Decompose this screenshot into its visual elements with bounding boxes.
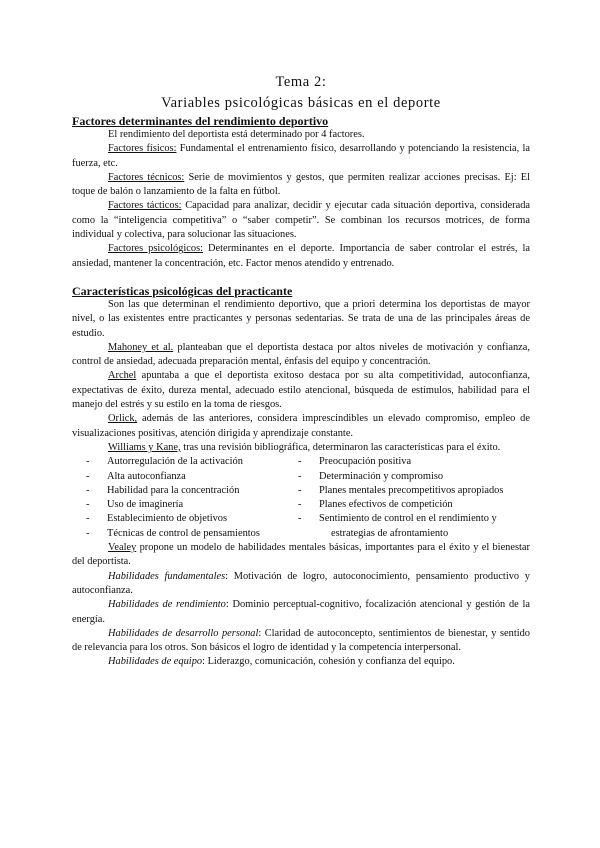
list-item: - Preocupación positiva bbox=[298, 456, 412, 468]
skill-text: : Claridad de autoconcepto, sentimientos de bienestar, y sentido de relevancia para los otros. Son básicos el logro de identidad y la competencia interpersonal. bbox=[72, 627, 530, 654]
list-right-column bbox=[298, 455, 530, 541]
author-text: planteaban que el deportista destaca por altos niveles de motivación y confianza, control de ansiedad, adecuada preparación mental, énfasis del equipo y concentración. bbox=[72, 341, 530, 368]
factor-psychological bbox=[72, 242, 530, 271]
section-2-heading: Características psicológicas del practicante bbox=[72, 283, 293, 298]
factor-term: Factores físicos: bbox=[108, 143, 177, 155]
skill-paragraph bbox=[72, 570, 530, 599]
factor-text: Serie de movimientos y gestos, que permiten realizar acciones precisas. Ej: El toque de balón o lanzamiento de la falta en fútbol. bbox=[72, 171, 531, 198]
factor-term: Factores tácticos: bbox=[108, 200, 182, 212]
factor-tactical bbox=[72, 199, 530, 242]
list-item: - Uso de imaginería bbox=[86, 499, 184, 511]
author-name: Archel bbox=[108, 370, 137, 382]
skill-term: Habilidades fundamentales bbox=[108, 570, 226, 582]
list-item: - Habilidad para la concentración bbox=[86, 484, 240, 496]
author-paragraph bbox=[72, 369, 530, 412]
factor-text: Capacidad para analizar, decidir y ejecutar cada situación deportiva, considerada como la “inteligencia competitiva” o “saber competir”. Se combinan los recursos motrices, de forma individual y colectiva, para solucionar las situaciones. bbox=[72, 200, 531, 241]
author-text: propone un modelo de habilidades mentales básicas, importantes para el éxito y el bienestar del deportista. bbox=[72, 542, 530, 568]
section-1-heading: Factores determinantes del rendimiento deportivo bbox=[72, 114, 329, 128]
author-name: Vealey bbox=[108, 542, 137, 554]
list-item: - Autorregulación de la activación bbox=[86, 456, 243, 468]
list-item: - Técnicas de control de pensamientos bbox=[86, 527, 260, 539]
skill-text: : Motivación de logro, autoconocimiento, pensamiento productivo y autoconfianza. bbox=[72, 570, 531, 596]
author-name: Mahoney et al. bbox=[108, 341, 174, 353]
author-name: Williams y Kane, bbox=[108, 441, 181, 453]
vealey-paragraph bbox=[72, 541, 530, 570]
title-line-1: Tema 2: bbox=[275, 74, 327, 90]
author-paragraph bbox=[72, 412, 530, 441]
list-item-continuation: estrategias de afrontamiento bbox=[331, 527, 449, 539]
author-text: apuntaba a que el deportista exitoso destaca por su alta competitividad, autoconfianza, expectativas de éxito, dureza mental, adecuado estilo atencional, búsqueda de estímulos, habilidad para el manejo del estrés y su estilo en la toma de riesgos. bbox=[72, 370, 530, 411]
success-characteristics-list bbox=[72, 455, 530, 541]
list-item: - Determinación y compromiso bbox=[298, 470, 444, 482]
skill-text: : Dominio perceptual-cognitivo, focalización atencional y gestión de la energía. bbox=[72, 599, 530, 625]
factor-technical bbox=[72, 171, 530, 200]
skill-text: : Liderazgo, comunicación, cohesión y confianza del equipo. bbox=[202, 656, 455, 668]
author-name: Orlick, bbox=[108, 413, 138, 425]
factor-physical bbox=[72, 142, 530, 171]
list-item: - Planes efectivos de competición bbox=[298, 499, 453, 511]
skill-paragraph bbox=[72, 598, 530, 627]
document-title bbox=[72, 72, 530, 114]
author-paragraph bbox=[72, 441, 530, 455]
author-text: tras una revisión bibliográfica, determinaron las características para el éxito. bbox=[180, 441, 501, 453]
factor-text: Fundamental el entrenamiento físico, desarrollando y potenciando la resistencia, la fuerza, etc. bbox=[72, 143, 530, 169]
list-item: - Planes mentales precompetitivos apropiados bbox=[298, 484, 504, 496]
title-line-2: Variables psicológicas básicas en el deporte bbox=[161, 95, 441, 111]
section-1-intro: El rendimiento del deportista está determinado por 4 factores. bbox=[108, 129, 365, 140]
list-item: - Alta autoconfianza bbox=[86, 470, 186, 482]
skill-paragraph bbox=[72, 655, 530, 669]
skill-paragraph bbox=[72, 627, 530, 656]
author-paragraph bbox=[72, 341, 530, 370]
skill-term: Habilidades de equipo bbox=[108, 656, 203, 668]
document-page bbox=[72, 72, 530, 670]
factor-term: Factores técnicos: bbox=[108, 171, 185, 183]
skill-term: Habilidades de rendimiento bbox=[108, 599, 226, 611]
skill-term: Habilidades de desarrollo personal bbox=[108, 627, 259, 639]
list-item: - Establecimiento de objetivos bbox=[86, 513, 228, 525]
factor-term: Factores psicológicos: bbox=[108, 243, 204, 255]
author-text: además de las anteriores, considera imprescindibles un elevado compromiso, empleo de visualizaciones positivas, atención dirigida y aprendizaje constante. bbox=[72, 413, 530, 439]
section-2-intro: Son las que determinan el rendimiento deportivo, que a priori determina los deportistas de mayor nivel, o las existentes entre practicantes y personas sedentarias. Se trata de una de las principales áreas de estudio. bbox=[72, 298, 530, 339]
list-item: - Sentimiento de control en el rendimiento y bbox=[298, 513, 497, 525]
list-left-column bbox=[72, 455, 298, 541]
factor-text: Determinantes en el deporte. Importancia de saber controlar el estrés, la ansiedad, mantener la concentración, etc. Factor menos atendido y entrenado. bbox=[72, 243, 530, 269]
